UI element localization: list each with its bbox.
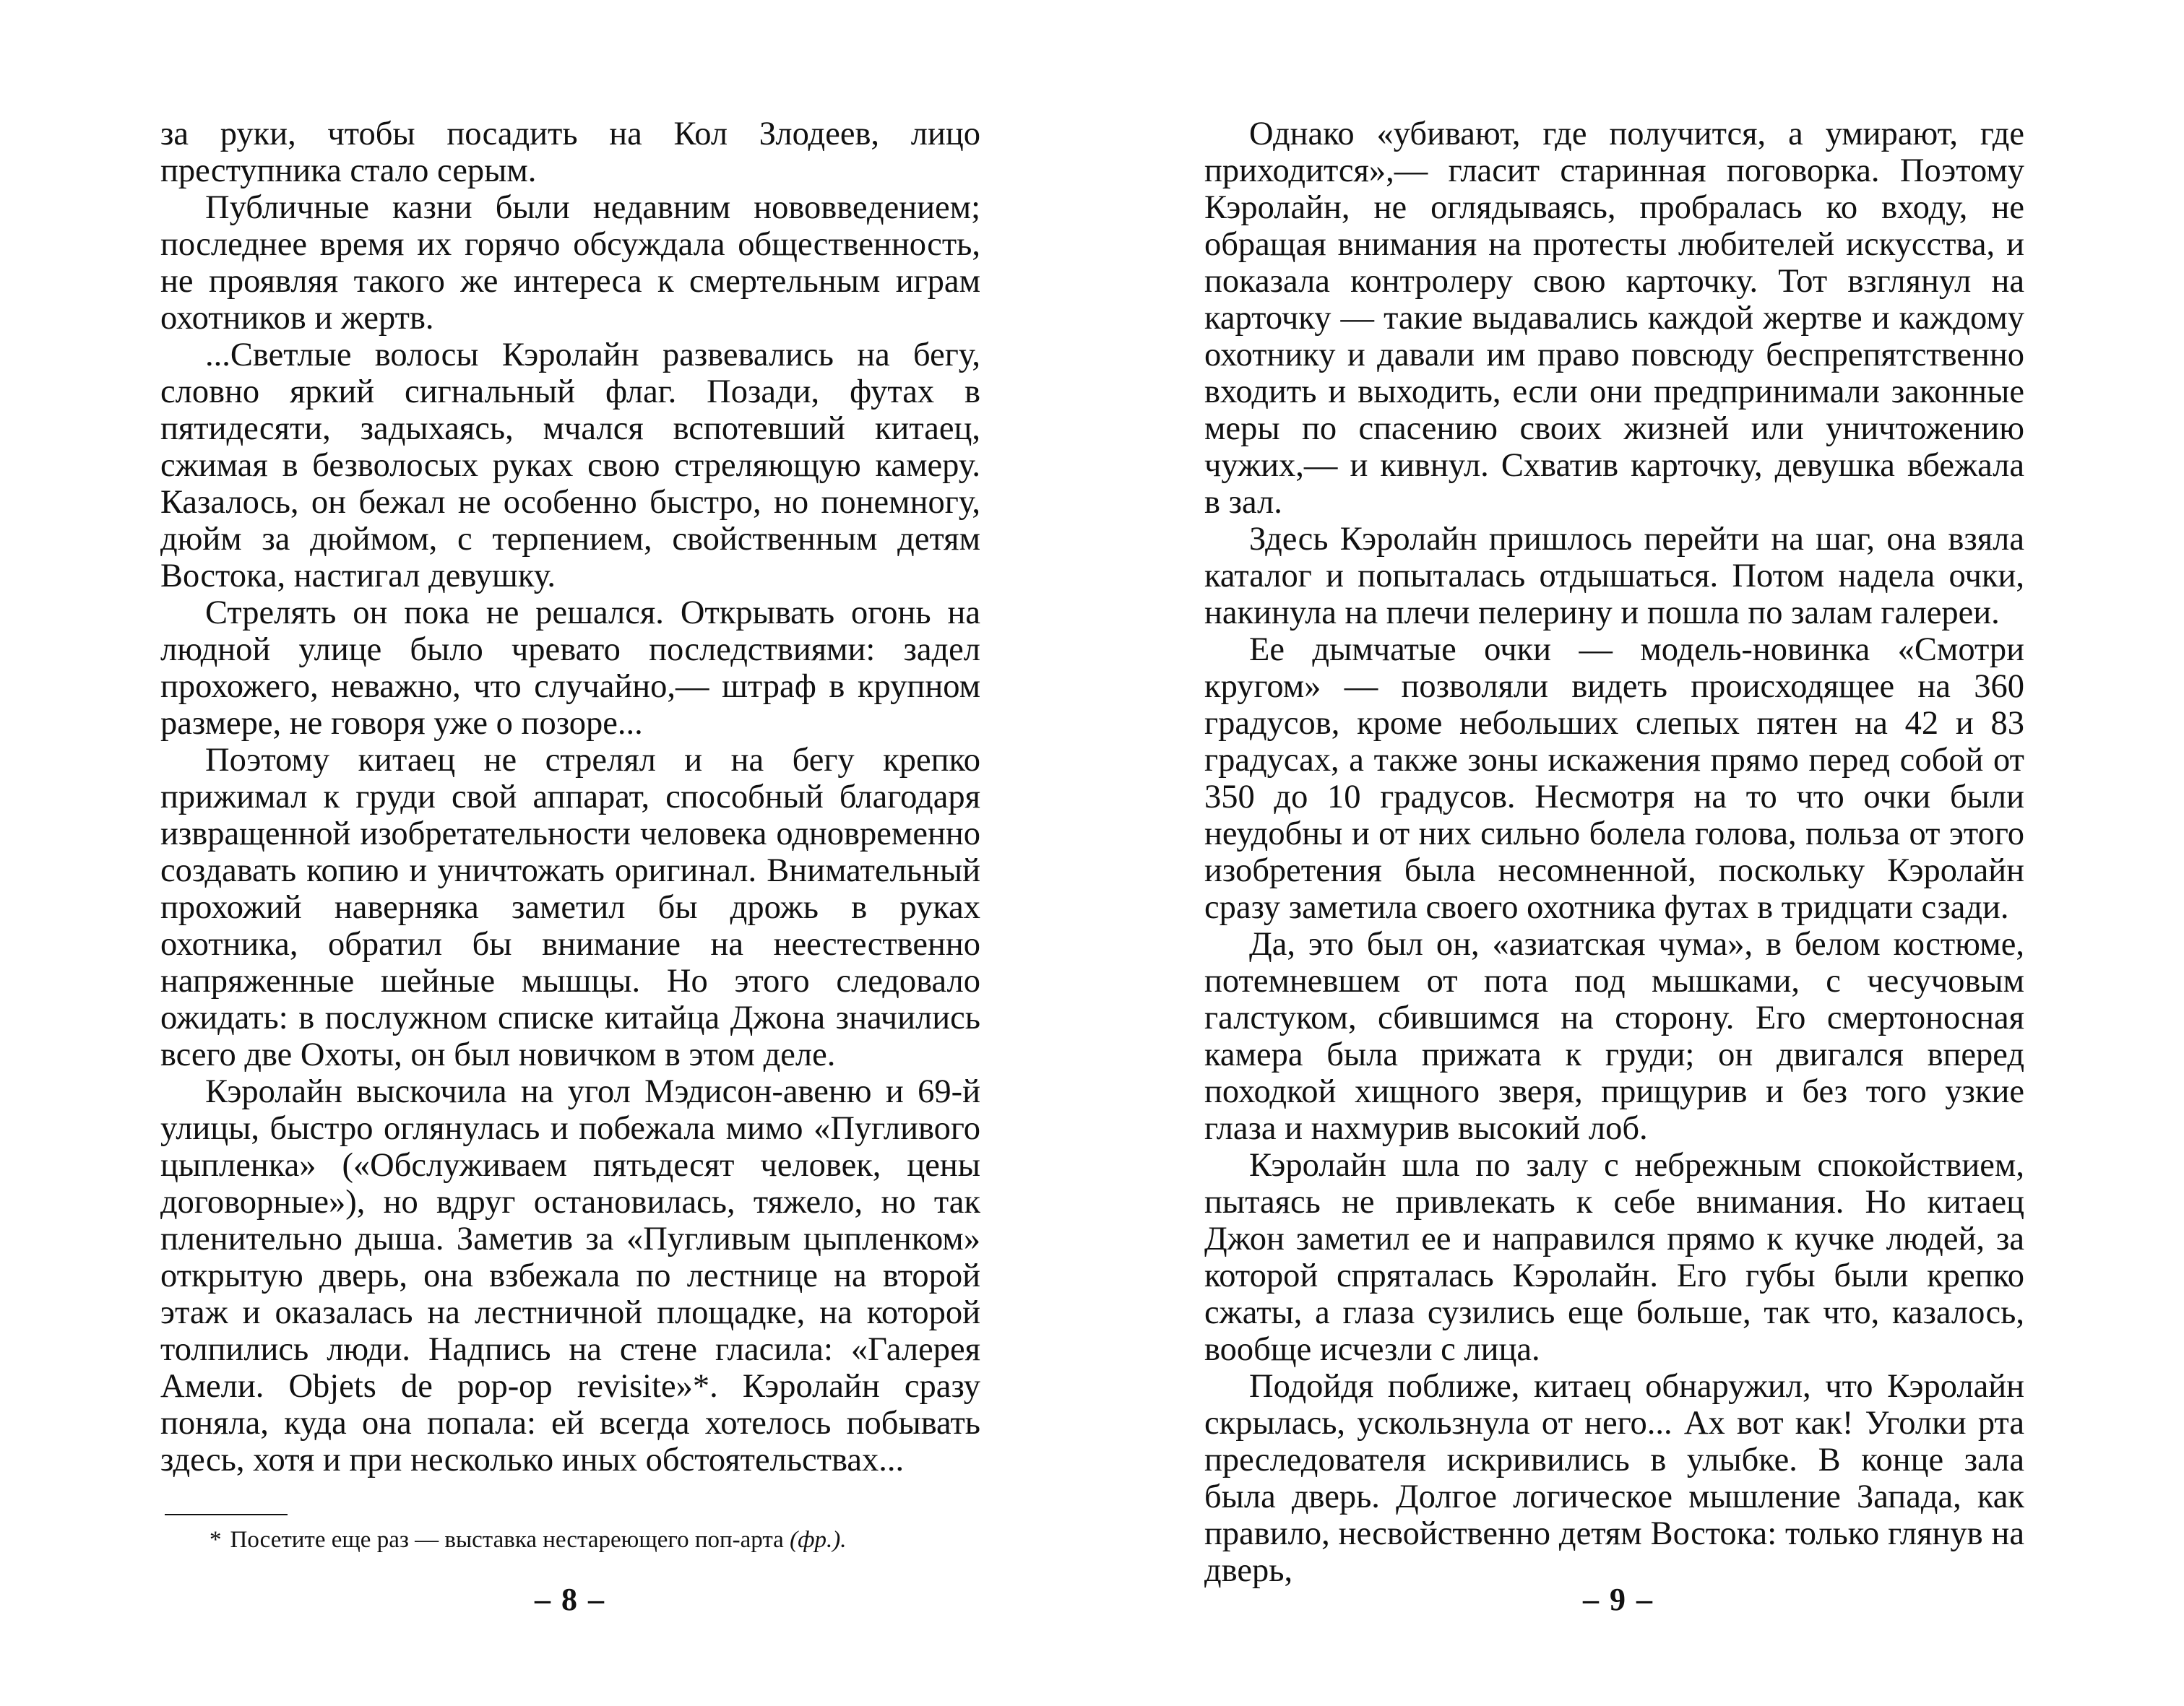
paragraph: Стрелять он пока не решался. Открывать огонь на людной улице было чревато последствиями: задел прохожего, неважно, что случайно,— штраф в крупном размере, не говоря уже о позоре... bbox=[160, 594, 980, 742]
paragraph: Да, это был он, «азиатская чума», в белом костюме, потемневшем от пота под мышками, с чесучовым галстуком, сбившимся на сторону. Его смертоносная камера была прижата к груди; он двигался вперед походкой хищного зверя, прищурив и без того узкие глаза и нахмурив высокий лоб. bbox=[1204, 926, 2024, 1147]
paragraph: Кэролайн выскочила на угол Мэдисон-авеню и 69-й улицы, быстро оглянулась и побежала мимо «Пугливого цыпленка» («Обслуживаем пятьдесят человек, цены договорные»), но вдруг остановилась, тяжело, но так пленительно дыша. Заметив за «Пугливым цыпленком» открытую дверь, она взбежала по лестнице на второй этаж и оказалась на лестничной площадке, на которой толпились люди. Надпись на стене гласила: «Галерея Амели. Objets de pop-op revisite»*. Кэролайн сразу поняла, куда она попала: ей всегда хотелось побывать здесь, хотя и при несколько иных обстоятельствах... bbox=[160, 1073, 980, 1478]
footnote-text: Посетите еще раз — выставка нестареющего поп-арта bbox=[230, 1527, 784, 1553]
left-page-text bbox=[160, 116, 980, 1478]
footnote-mark: * bbox=[210, 1527, 222, 1553]
paragraph: Подойдя поближе, китаец обнаружил, что Кэролайн скрылась, ускользнула от него... Ах вот как! Уголки рта преследователя искривились в улыбке. В конце зала была дверь. Долгое логическое мышление Запада, как правило, несвойственно детям Востока: только глянув на дверь, bbox=[1204, 1368, 2024, 1589]
footnote bbox=[210, 1525, 990, 1554]
paragraph: Поэтому китаец не стрелял и на бегу крепко прижимал к груди свой аппарат, способный благодаря извращенной изобретательности человека одновременно создавать копию и уничтожать оригинал. Внимательный прохожий наверняка заметил бы дрожь в руках охотника, обратил бы внимание на неестественно напряженные шейные мышцы. Но этого следовало ожидать: в послужном списке китайца Джона значились всего две Охоты, он был новичком в этом деле. bbox=[160, 742, 980, 1073]
paragraph: ...Светлые волосы Кэролайн развевались на бегу, словно яркий сигнальный флаг. Позади, футах в пятидесяти, задыхаясь, мчался вспотевший китаец, сжимая в безволосых руках свою стреляющую камеру. Казалось, он бежал не особенно быстро, но понемногу, дюйм за дюймом, с терпением, свойственным детям Востока, настигал девушку. bbox=[160, 337, 980, 594]
right-page-text bbox=[1204, 116, 2024, 1589]
right-page bbox=[1092, 0, 2184, 1706]
paragraph: за руки, чтобы посадить на Кол Злодеев, лицо преступника стало серым. bbox=[160, 116, 980, 189]
footnote-divider bbox=[165, 1514, 288, 1515]
paragraph: Ее дымчатые очки — модель-новинка «Смотри кругом» — позволяли видеть происходящее на 360 градусов, кроме небольших слепых пятен на 42 и 83 градусах, а также зоны искажения прямо перед собой от 350 до 10 градусов. Несмотря на то что очки были неудобны и от них сильно болела голова, польза от этого изобретения была несомненной, поскольку Кэролайн сразу заметила своего охотника футах в тридцати сзади. bbox=[1204, 631, 2024, 926]
paragraph: Публичные казни были недавним нововведением; последнее время их горячо обсуждала общественность, не проявляя такого же интереса к смертельным играм охотников и жертв. bbox=[160, 189, 980, 337]
paragraph: Кэролайн шла по залу с небрежным спокойствием, пытаясь не привлекать к себе внимания. Но китаец Джон заметил ее и направился прямо к кучке людей, за которой спряталась Кэролайн. Его губы были крепко сжаты, а глаза сузились еще больше, так что, казалось, вообще исчезли с лица. bbox=[1204, 1147, 2024, 1368]
footnote-language: (фр.). bbox=[790, 1527, 847, 1553]
page-number: – 9 – bbox=[1583, 1582, 1654, 1617]
paragraph: Однако «убивают, где получится, а умирают, где приходится»,— гласит старинная поговорка. Поэтому Кэролайн, не оглядываясь, пробралась ко входу, не обращая внимания на протесты любителей искусства, и показала контролеру свою карточку. Тот взглянул на карточку — такие выдавались каждой жертве и каждому охотнику и давали им право повсюду беспрепятственно входить и выходить, если они предпринимали законные меры по спасению своих жизней или уничтожению чужих,— и кивнул. Схватив карточку, девушка вбежала в зал. bbox=[1204, 116, 2024, 521]
page-number: – 8 – bbox=[535, 1582, 605, 1617]
paragraph: Здесь Кэролайн пришлось перейти на шаг, она взяла каталог и попыталась отдышаться. Потом надела очки, накинула на плечи пелерину и пошла по залам галереи. bbox=[1204, 521, 2024, 631]
